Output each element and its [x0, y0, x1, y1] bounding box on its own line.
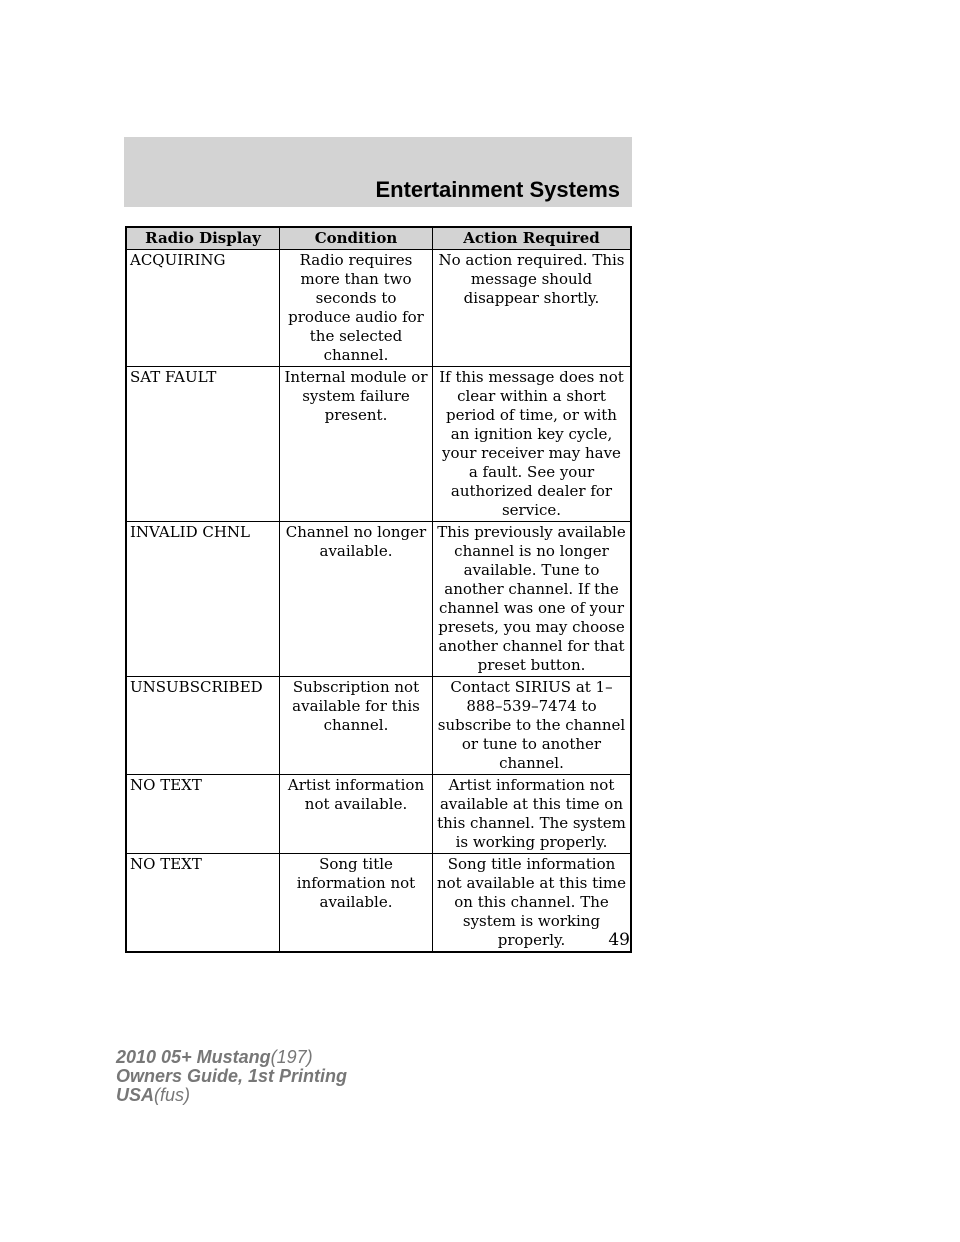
footer-printing: Owners Guide, 1st Printing: [116, 1066, 348, 1086]
table-row: [126, 250, 631, 367]
condition-cell: Song title information not available.: [280, 854, 433, 953]
column-header-radio-display: Radio Display: [126, 227, 280, 250]
section-header: [124, 137, 632, 207]
table-row: [126, 854, 631, 953]
column-header-condition: Condition: [280, 227, 433, 250]
table-row: [126, 677, 631, 775]
print-footer: [116, 1048, 347, 1105]
radio-display-table: [125, 226, 632, 953]
action-cell: No action required. This message should disappear shortly.: [433, 250, 632, 367]
condition-cell: Radio requires more than two seconds to produce audio for the selected channel.: [280, 250, 433, 367]
footer-line-2: [116, 1067, 347, 1086]
radio-display-cell: UNSUBSCRIBED: [126, 677, 280, 775]
table-row: [126, 522, 631, 677]
page-number: 49: [608, 930, 630, 950]
column-header-action-required: Action Required: [433, 227, 632, 250]
radio-display-cell: SAT FAULT: [126, 367, 280, 522]
condition-cell: Subscription not available for this channel.: [280, 677, 433, 775]
footer-line-1: [116, 1048, 347, 1067]
footer-model-code: (197): [270, 1047, 313, 1067]
section-title: Entertainment Systems: [375, 177, 620, 202]
footer-market: USA: [116, 1085, 155, 1105]
footer-line-3: [116, 1086, 347, 1105]
footer-model: 2010 05+ Mustang: [116, 1047, 271, 1067]
condition-cell: Internal module or system failure present.: [280, 367, 433, 522]
radio-display-cell: NO TEXT: [126, 854, 280, 953]
action-cell: Artist information not available at this time on this channel. The system is working properly.: [433, 775, 632, 854]
table-row: [126, 367, 631, 522]
action-cell: If this message does not clear within a short period of time, or with an ignition key cycle, your receiver may have a fault. See your authorized dealer for service.: [433, 367, 632, 522]
action-cell: This previously available channel is no longer available. Tune to another channel. If the channel was one of your presets, you may choose another channel for that preset button.: [433, 522, 632, 677]
action-cell: Song title information not available at this time on this channel. The system is working properly.: [433, 854, 632, 953]
table-row: [126, 775, 631, 854]
condition-cell: Artist information not available.: [280, 775, 433, 854]
footer-market-code: (fus): [154, 1085, 191, 1105]
condition-cell: Channel no longer available.: [280, 522, 433, 677]
radio-display-cell: ACQUIRING: [126, 250, 280, 367]
action-cell: Contact SIRIUS at 1–888–539–7474 to subscribe to the channel or tune to another channel.: [433, 677, 632, 775]
table-header-row: [126, 227, 631, 250]
radio-display-cell: INVALID CHNL: [126, 522, 280, 677]
radio-display-cell: NO TEXT: [126, 775, 280, 854]
